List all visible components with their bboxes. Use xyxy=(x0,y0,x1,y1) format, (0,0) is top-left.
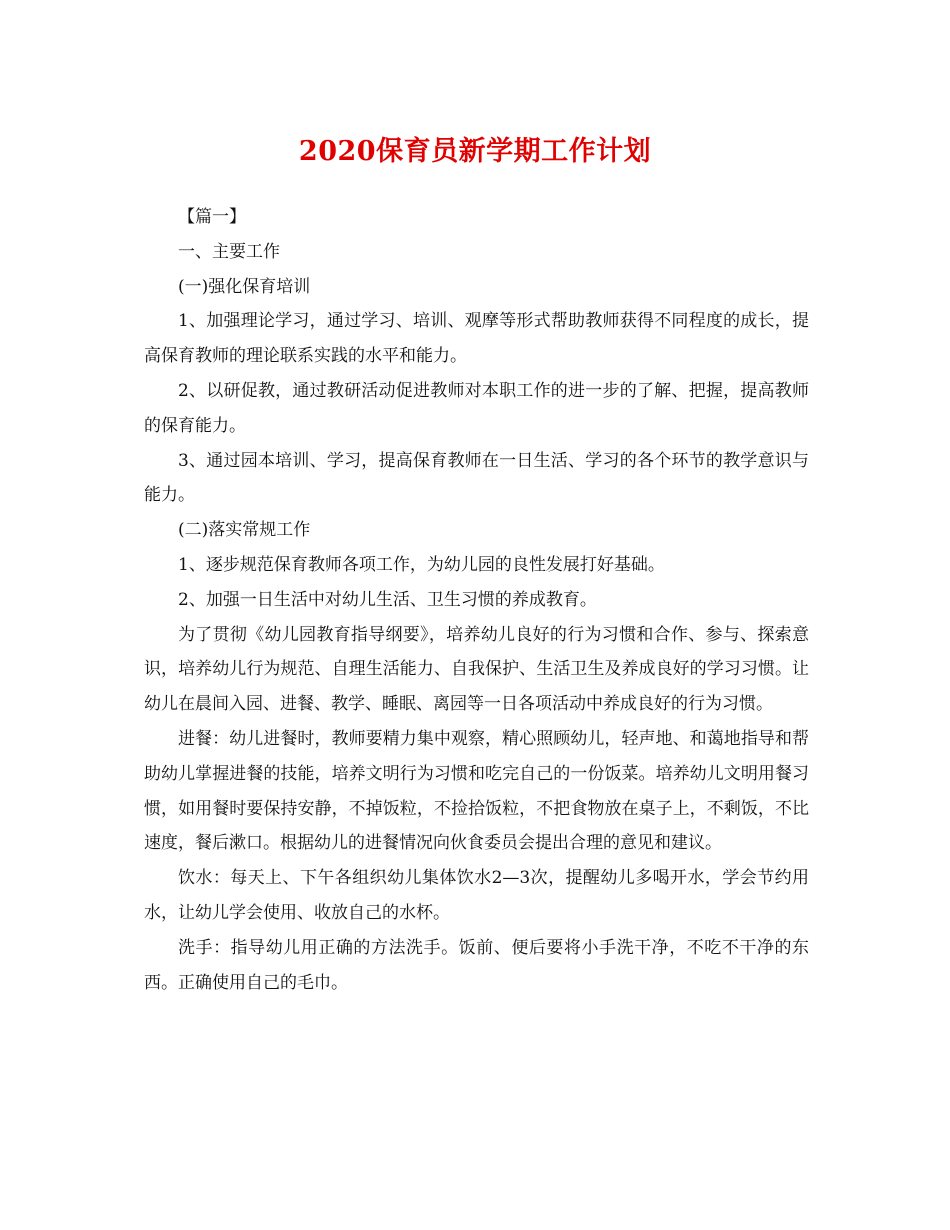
paragraph-item: 1、加强理论学习，通过学习、培训、观摩等形式帮助教师获得不同程度的成长，提高保育教师的理论联系实践的水平和能力。 xyxy=(144,311,809,367)
paragraph-item: 2、以研促教，通过教研活动促进教师对本职工作的进一步的了解、把握，提高教师的保育能力。 xyxy=(144,380,809,436)
paragraph-handwashing: 洗手：指导幼儿用正确的方法洗手。饭前、便后要将小手洗干净，不吃不干净的东西。正确使用自己的毛巾。 xyxy=(144,937,809,993)
subheading-training: (一)强化保育培训 xyxy=(178,276,311,297)
subheading-routine: (二)落实常规工作 xyxy=(178,520,311,541)
paragraph-body: 为了贯彻《幼儿园教育指导纲要》，培养幼儿良好的行为习惯和合作、参与、探索意识，培养幼儿行为规范、自理生活能力、自我保护、生活卫生及养成良好的学习习惯。让幼儿在晨间入园、进餐、教学、睡眠、离园等一日各项活动中养成良好的行为习惯。 xyxy=(144,624,809,715)
paragraph-drinking: 饮水：每天上、下午各组织幼儿集体饮水2—3次，提醒幼儿多喝开水，学会节约用水，让幼儿学会使用、收放自己的水杯。 xyxy=(144,868,809,923)
paragraph-dining: 进餐：幼儿进餐时，教师要精力集中观察，精心照顾幼儿，轻声地、和蔼地指导和帮助幼儿掌握进餐的技能，培养文明行为习惯和吃完自己的一份饭菜。培养幼儿文明用餐习惯，如用餐时要保持安静，不掉饭粒，不捡拾饭粒，不把食物放在桌子上，不剩饭，不比速度，餐后漱口。根据幼儿的进餐情况向伙食委员会提出合理的意见和建议。 xyxy=(144,728,809,854)
paragraph-item: 3、通过园本培训、学习，提高保育教师在一日生活、学习的各个环节的教学意识与能力。 xyxy=(144,450,809,506)
document-title: 2020保育员新学期工作计划 xyxy=(298,136,652,167)
paragraph-item: 2、加强一日生活中对幼儿生活、卫生习惯的养成教育。 xyxy=(178,589,597,610)
paragraph-section-marker: 【篇一】 xyxy=(178,207,246,227)
paragraph-item: 1、逐步规范保育教师各项工作，为幼儿园的良性发展打好基础。 xyxy=(178,554,665,575)
document-body xyxy=(144,200,809,1000)
heading-main-work: 一、主要工作 xyxy=(178,241,280,262)
